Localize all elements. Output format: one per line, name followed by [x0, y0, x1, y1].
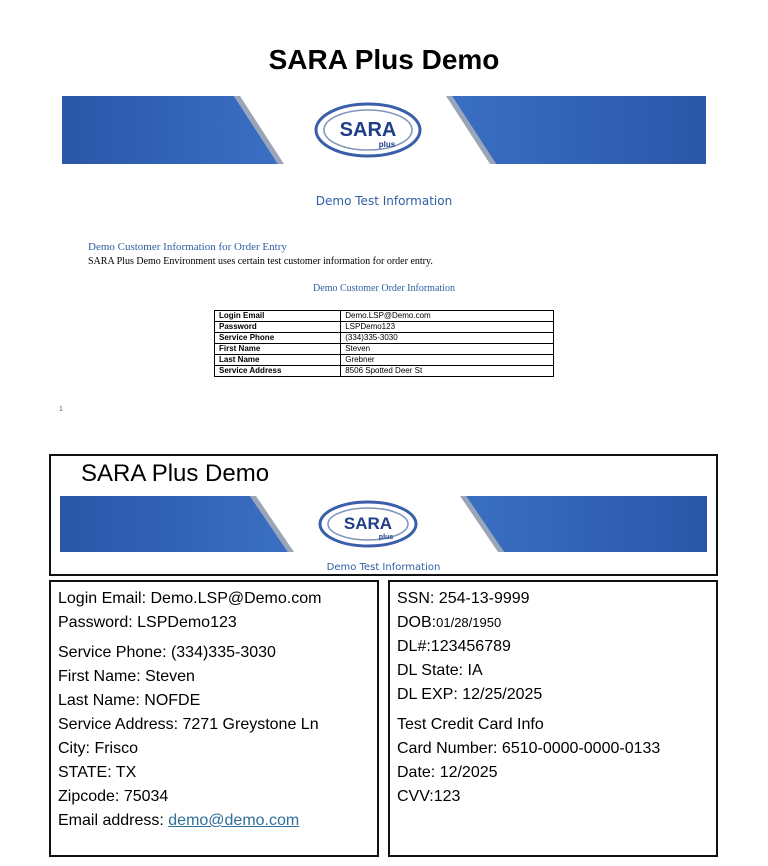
- page-title: SARA Plus Demo: [268, 44, 500, 75]
- ssn: SSN: 254-13-9999: [397, 590, 530, 607]
- section-text: SARA Plus Demo Environment uses certain test customer information for order entry.: [88, 256, 433, 267]
- row-value: Grebner: [341, 355, 554, 366]
- table-title: Demo Customer Order Information: [313, 283, 455, 294]
- customer-info-box: [49, 580, 379, 857]
- row-key: Password: [215, 322, 341, 333]
- card-date: Date: 12/2025: [397, 764, 498, 781]
- table-row: [215, 333, 554, 344]
- row-key: Service Address: [215, 366, 341, 377]
- row-key: Login Email: [215, 311, 341, 322]
- login-email: Login Email: Demo.LSP@Demo.com: [58, 590, 322, 607]
- service-phone: Service Phone: (334)335-3030: [58, 644, 276, 661]
- row-value: 8506 Spotted Deer St: [341, 366, 554, 377]
- dl-state: DL State: IA: [397, 662, 483, 679]
- page-number: 1: [59, 406, 63, 413]
- row-key: Service Phone: [215, 333, 341, 344]
- row-value: LSPDemo123: [341, 322, 554, 333]
- dl-exp: DL EXP: 12/25/2025: [397, 686, 543, 703]
- row-key: First Name: [215, 344, 341, 355]
- cvv: CVV:123: [397, 788, 461, 805]
- doc-heading: Demo Test Information: [315, 194, 453, 208]
- section-title: Demo Customer Information for Order Entry: [88, 241, 287, 253]
- table-row: [215, 366, 554, 377]
- logo-subtext: plus: [378, 534, 394, 541]
- row-value: Steven: [341, 344, 554, 355]
- slide-title: SARA Plus Demo: [81, 460, 270, 487]
- table-row: [215, 322, 554, 333]
- card-number: Card Number: 6510-0000-0000-0133: [397, 740, 661, 757]
- slide-box: [49, 454, 718, 576]
- email-address: [58, 809, 377, 833]
- table-row: [215, 355, 554, 366]
- dob: [397, 611, 716, 635]
- row-value: (334)335-3030: [341, 333, 554, 344]
- state: STATE: TX: [58, 764, 137, 781]
- identity-info-box: [388, 580, 718, 857]
- service-address: Service Address: 7271 Greystone Ln: [58, 716, 319, 733]
- cc-heading: Test Credit Card Info: [397, 716, 544, 733]
- banner-top: [62, 96, 706, 164]
- table-row: [215, 344, 554, 355]
- password: Password: LSPDemo123: [58, 614, 237, 631]
- table-row: [215, 311, 554, 322]
- banner-slide: [60, 496, 707, 552]
- dob-label: DOB:: [397, 614, 437, 631]
- email-link[interactable]: demo@demo.com: [168, 812, 300, 829]
- zipcode: Zipcode: 75034: [58, 788, 169, 805]
- logo-text: SARA: [343, 514, 393, 533]
- customer-info-table: [214, 310, 554, 377]
- dl-number: DL#:123456789: [397, 638, 511, 655]
- last-name: Last Name: NOFDE: [58, 692, 201, 709]
- city: City: Frisco: [58, 740, 138, 757]
- dob-value: 01/28/1950: [436, 615, 502, 630]
- first-name: First Name: Steven: [58, 668, 195, 685]
- row-key: Last Name: [215, 355, 341, 366]
- logo-text: SARA: [339, 119, 397, 141]
- row-value: Demo.LSP@Demo.com: [341, 311, 554, 322]
- email-label: Email address:: [58, 812, 169, 829]
- slide-footer: Demo Test Information: [326, 562, 441, 573]
- logo-subtext: plus: [378, 140, 396, 149]
